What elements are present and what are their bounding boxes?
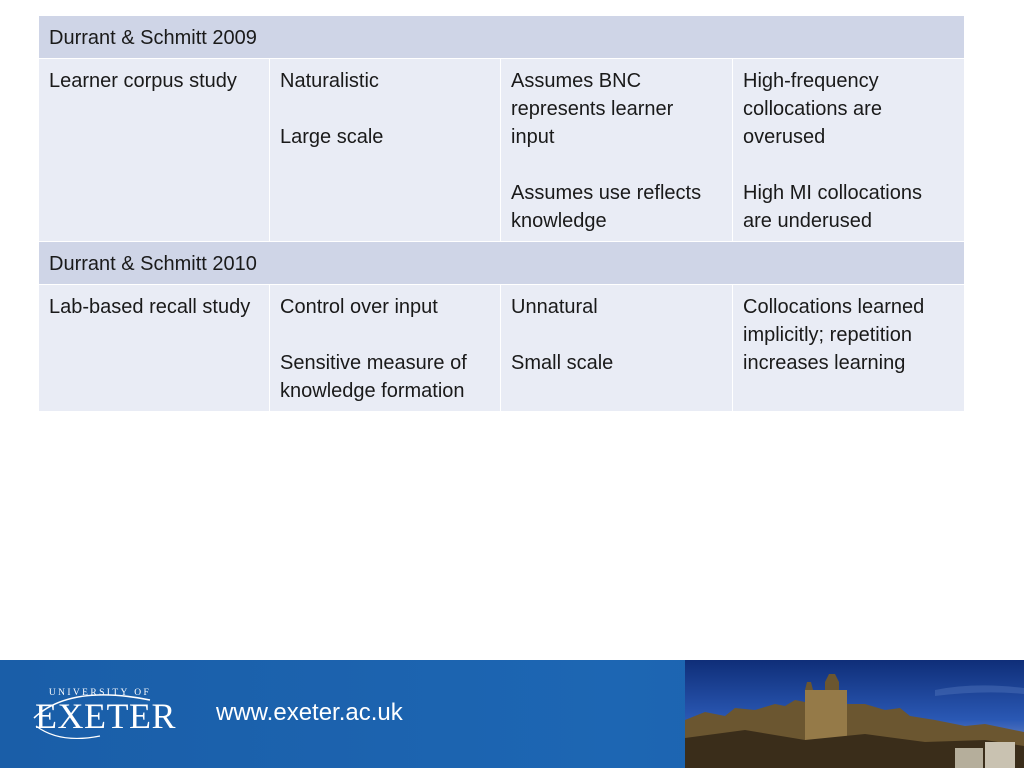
table-cell [501, 285, 733, 412]
cell-text: collocations are [743, 98, 882, 120]
cell-text: Naturalistic [280, 70, 379, 92]
cell-text: increases learning [743, 352, 906, 374]
table-cell [39, 59, 270, 242]
table-cell [733, 59, 965, 242]
cell-text: Control over input [280, 296, 438, 318]
cell-text: knowledge formation [280, 380, 465, 402]
line-gap [743, 151, 954, 179]
table-cell [501, 59, 733, 242]
cell-text: are underused [743, 210, 872, 232]
comparison-table [38, 15, 965, 412]
cell-text: Lab-based recall study [49, 296, 251, 318]
line-gap [511, 151, 722, 179]
cell-text: High MI collocations [743, 182, 922, 204]
group-heading-row [39, 16, 965, 59]
group-heading: Durrant & Schmitt 2010 [39, 242, 965, 285]
table-cell [39, 285, 270, 412]
table-cell [733, 285, 965, 412]
cell-text: Assumes BNC [511, 70, 642, 92]
cell-text: Learner corpus study [49, 70, 237, 92]
logo-exeter: EXETER [35, 696, 176, 736]
cell-text: Unnatural [511, 296, 598, 318]
line-gap [511, 321, 722, 349]
cell-text: overused [743, 126, 826, 148]
cell-text: input [511, 126, 555, 148]
cell-text: knowledge [511, 210, 607, 232]
group-heading: Durrant & Schmitt 2009 [39, 16, 965, 59]
line-gap [280, 321, 490, 349]
website-url: www.exeter.ac.uk [216, 699, 403, 726]
logo-university-of: UNIVERSITY OF [48, 688, 152, 698]
table-cell [270, 59, 501, 242]
cell-text: Small scale [511, 352, 614, 374]
cell-text: represents learner [511, 98, 674, 120]
group-heading-row [39, 242, 965, 285]
cell-text: Large scale [280, 126, 384, 148]
table-cell [270, 285, 501, 412]
cell-text: Assumes use reflects [511, 182, 702, 204]
cell-text: High-frequency [743, 70, 879, 92]
cell-text: implicitly; repetition [743, 324, 912, 346]
cell-text: Sensitive measure of [280, 352, 467, 374]
university-logo [30, 688, 175, 748]
cathedral-photo [685, 660, 1024, 768]
table-row [39, 59, 965, 242]
line-gap [280, 95, 490, 123]
table-row [39, 285, 965, 412]
cell-text: Collocations learned [743, 296, 925, 318]
